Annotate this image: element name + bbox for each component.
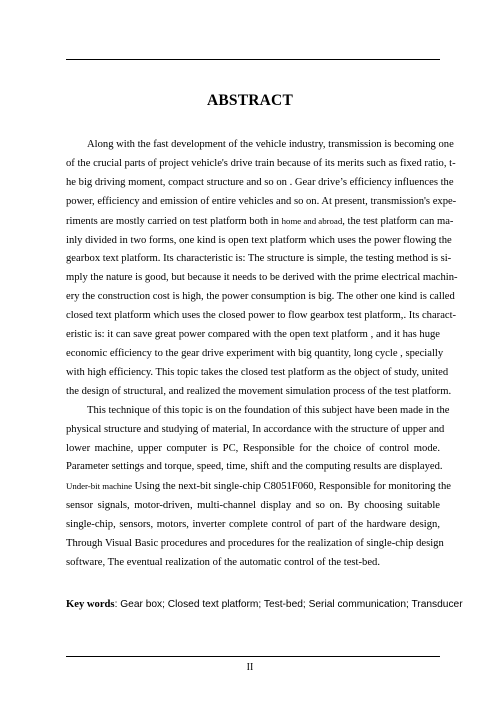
text-line: mply the nature is good, but because it needs to be derived with the prime electrical machin- <box>66 272 458 284</box>
keywords-label: Key words <box>66 599 115 610</box>
text-line: he big driving moment, compact structure and so on . Gear drive’s efficiency influences the <box>66 176 454 188</box>
text-line: Along with the fast development of the vehicle industry, transmission is becoming one <box>87 139 454 150</box>
text-line: software, The eventual realization of the automatic control of the test-bed. <box>66 556 380 568</box>
text-line: physical structure and studying of material, In accordance with the structure of upper and <box>66 423 445 435</box>
text-line <box>66 477 451 497</box>
abstract-body <box>66 136 458 573</box>
text-line <box>66 212 454 232</box>
text-line: closed text platform which uses the closed power to flow gearbox test platform,. Its charact- <box>66 310 457 322</box>
abstract-paragraph-2 <box>66 402 451 573</box>
keywords-value: : Gear box; Closed text platform; Test-bed; Serial communication; Transducer <box>114 599 463 610</box>
text-segment: , the test platform can ma- <box>342 215 454 227</box>
text-line: gearbox text platform. Its characteristic is: The structure is simple, the testing method is si- <box>66 253 452 265</box>
text-segment: Using the next-bit single-chip C8051F060, Responsible for monitoring the <box>132 481 451 493</box>
text-line: with high efficiency. This topic takes the closed test platform as the object of study, united <box>66 366 449 378</box>
text-line: economic efficiency to the gear drive experiment with big quantity, long cycle , specially <box>66 347 444 359</box>
text-line: ery the construction cost is high, the power consumption is big. The other one kind is called <box>66 291 455 303</box>
text-line: the design of structural, and realized the movement simulation process of the test platform. <box>66 385 452 397</box>
text-line: inly divided in two forms, one kind is open text platform which uses the power flowing the <box>66 234 452 246</box>
text-segment: riments are mostly carried on test platform both in <box>66 215 279 227</box>
small-text-segment: Under-bit machine <box>66 481 133 492</box>
text-line: sensor signals, motor-driven, multi-channel display and so on. By choosing suitable <box>66 500 440 512</box>
text-line: This technique of this topic is on the foundation of this subject have been made in the <box>87 404 450 416</box>
text-line: lower machine, upper computer is PC, Responsible for the choice of control mode. <box>66 442 440 454</box>
text-line: power, efficiency and emission of entire vehicles and so on. At present, transmission's expe- <box>66 195 457 207</box>
keywords-line <box>66 599 463 610</box>
text-line: single-chip, sensors, motors, inverter complete control of part of the hardware design, <box>66 519 440 531</box>
text-line: of the crucial parts of project vehicle's drive train because of its merits such as fixed ratio, t- <box>66 157 456 169</box>
page-title: ABSTRACT <box>206 92 293 109</box>
text-line: eristic is: it can save great power compared with the open text platform , and it has huge <box>66 329 440 341</box>
abstract-paragraph-1 <box>66 136 458 402</box>
text-line: Through Visual Basic procedures and procedures for the realization of single-chip design <box>66 538 444 550</box>
header-rule <box>66 59 440 60</box>
text-line: Parameter settings and torque, speed, time, shift and the computing results are displayed. <box>66 461 443 473</box>
page-number: II <box>246 662 254 673</box>
footer-rule <box>66 656 440 657</box>
small-text-segment: home and abroad <box>281 215 343 226</box>
